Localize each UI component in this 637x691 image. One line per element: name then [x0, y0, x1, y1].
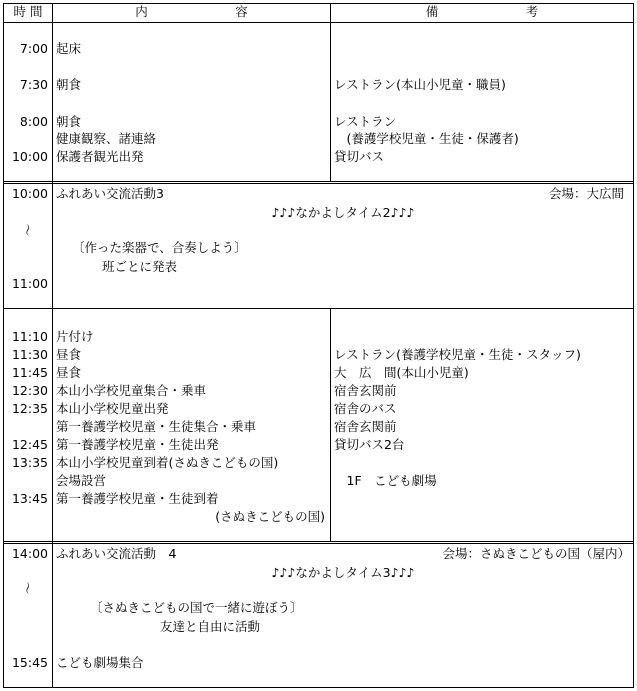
time-cell: 13:35 [11, 455, 48, 470]
section-divider-2 [3, 308, 634, 309]
activity-detail: 班ごとに発表 [102, 259, 178, 274]
time-range-mark: 〜 [20, 581, 35, 595]
content-cell: 第一養護学校児童・生徒出発 [56, 437, 219, 452]
activity-detail: 〔さぬきこどもの国で一緒に遊ぼう〕 [90, 600, 303, 615]
content-cell: 本山小学校児童到着(さぬきこどもの国) [56, 455, 279, 470]
note-cell: レストラン(本山小児童・職員) [334, 77, 506, 92]
activity-theme: ♪♪♪なかよしタイム2♪♪♪ [271, 205, 415, 220]
table-border-left [3, 3, 4, 688]
content-cell: 会場設営 [56, 473, 107, 488]
activity-detail: 〔作った楽器で、合奏しよう〕 [72, 240, 247, 255]
time-cell: 7:30 [19, 77, 48, 92]
note-cell: レストラン(養護学校児童・生徒・スタッフ) [334, 347, 581, 362]
activity-end-content: こども劇場集合 [56, 655, 144, 670]
time-cell: 7:00 [19, 41, 48, 56]
content-cell: 起床 [56, 41, 82, 56]
section-divider-3b [3, 543, 634, 544]
header-time: 時 間 [13, 4, 43, 19]
note-cell: 宿舎のバス [334, 401, 397, 416]
activity-detail: 友達と自由に活動 [160, 619, 261, 634]
notes-column-divider-3 [330, 308, 331, 541]
activity-start-time: 14:00 [11, 546, 48, 561]
content-cell: 保護者観光出発 [56, 149, 144, 164]
activity-venue: 会場：さぬきこどもの国（屋内） [442, 546, 630, 561]
content-cell: 朝食 [56, 114, 82, 129]
header-content: 内 容 [135, 4, 248, 19]
content-cell: 健康観察、諸連絡 [56, 131, 157, 146]
activity-title: ふれあい交流活動 4 [56, 546, 177, 561]
content-cell: 片付け [56, 329, 94, 344]
section-divider-1b [3, 183, 634, 184]
note-cell: 貸切バス2台 [334, 437, 405, 452]
time-cell: 10:00 [11, 149, 48, 164]
activity-theme: ♪♪♪なかよしタイム3♪♪♪ [271, 565, 415, 580]
activity-venue: 会場：大広間 [548, 186, 624, 201]
table-border-right [633, 3, 634, 688]
section-divider-1 [3, 181, 634, 182]
note-cell: 貸切バス [334, 149, 385, 164]
content-cell: 昼食 [56, 365, 82, 380]
section-divider-3 [3, 541, 634, 542]
note-cell: 宿舎玄関前 [334, 419, 397, 434]
time-cell: 8:00 [19, 114, 48, 129]
time-cell: 11:10 [11, 329, 48, 344]
activity-title: ふれあい交流活動3 [56, 186, 164, 201]
time-range-mark: 〜 [20, 223, 35, 237]
content-cell: 朝食 [56, 77, 82, 92]
activity-end-time: 11:00 [11, 276, 48, 291]
table-border-bottom [3, 687, 634, 688]
time-cell: 13:45 [11, 491, 48, 506]
note-cell: 宿舎玄関前 [334, 383, 397, 398]
note-cell: 大 広 間(本山小児童) [334, 365, 469, 380]
content-continuation: (さぬきこどもの国) [215, 509, 325, 524]
content-cell: 第一養護学校児童・生徒集合・乗車 [56, 419, 257, 434]
note-cell: レストラン [334, 114, 397, 129]
content-cell: 本山小学校児童出発 [56, 401, 169, 416]
note-cell: (養護学校児童・生徒・保護者) [334, 131, 519, 146]
activity-end-time: 15:45 [11, 655, 48, 670]
content-cell: 本山小学校児童集合・乗車 [56, 383, 207, 398]
header-notes: 備 考 [425, 4, 539, 19]
activity-start-time: 10:00 [11, 186, 48, 201]
time-cell: 11:30 [11, 347, 48, 362]
time-cell: 11:45 [11, 365, 48, 380]
time-column-divider [52, 3, 53, 688]
content-cell: 昼食 [56, 347, 82, 362]
header-divider [3, 22, 634, 23]
time-cell: 12:35 [11, 401, 48, 416]
time-cell: 12:30 [11, 383, 48, 398]
time-cell: 12:45 [11, 437, 48, 452]
notes-column-divider-1 [330, 22, 331, 181]
note-cell: 1F こども劇場 [334, 473, 437, 488]
content-cell: 第一養護学校児童・生徒到着 [56, 491, 219, 506]
